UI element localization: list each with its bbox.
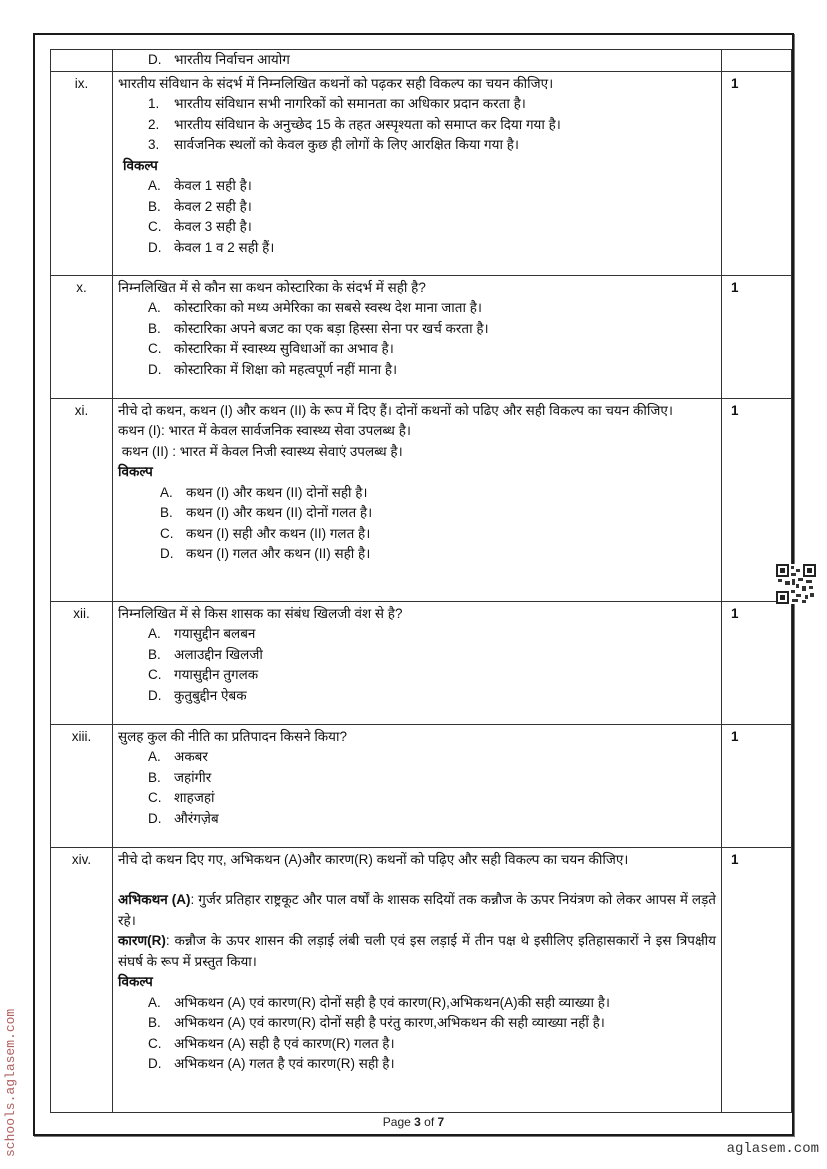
question-number: x. bbox=[51, 275, 113, 398]
option-a: A. कोस्टारिका को मध्य अमेरिका का सबसे स्वस्थ देश माना जाता है। bbox=[148, 300, 483, 315]
option-a: A. कथन (I) और कथन (II) दोनों सही है। bbox=[160, 484, 368, 500]
options-heading: विकल्प bbox=[123, 157, 158, 173]
marks: 1 bbox=[722, 724, 792, 847]
marks: 1 bbox=[722, 275, 792, 398]
statement-2: कथन (II) : भारत में केवल निजी स्वास्थ्य सेवाएं उपलब्ध है। bbox=[118, 443, 403, 459]
option-b: B. केवल 2 सही है। bbox=[148, 198, 252, 214]
statement-1: 1. भारतीय संविधान सभी नागरिकों को समानता का अधिकार प्रदान करता है। bbox=[148, 96, 526, 111]
option-c: C. गयासुद्दीन तुगलक bbox=[148, 667, 259, 682]
option-a: A. अकबर bbox=[148, 749, 208, 764]
option-d: D. भारतीय निर्वाचन आयोग bbox=[148, 52, 290, 67]
question-stem: नीचे दो कथन, कथन (I) और कथन (II) के रूप में दिए हैं। दोनों कथनों को पढिए और सही विकल्प का चयन कीजिए। bbox=[118, 402, 673, 418]
watermark-bottom: aglasem.com bbox=[726, 1141, 819, 1157]
option-c: C. अभिकथन (A) सही है एवं कारण(R) गलत है। bbox=[148, 1035, 395, 1051]
option-b: B. अभिकथन (A) एवं कारण(R) दोनों सही है परंतु कारण,अभिकथन की सही व्याख्या नहीं है। bbox=[148, 1015, 605, 1030]
question-number: xii. bbox=[51, 601, 113, 724]
question-stem: नीचे दो कथन दिए गए, अभिकथन (A)और कारण(R) कथनों को पढ़िए और सही विकल्प का चयन कीजिए। bbox=[118, 851, 629, 867]
assertion: अभिकथन (A): गुर्जर प्रतिहार राष्ट्रकूट और पाल वर्षों के शासक सदियों तक कन्नौज के ऊपर नियंत्रण को लेकर आपस में लड़ते रहे। bbox=[118, 892, 716, 928]
question-number: xiv. bbox=[51, 847, 113, 1112]
question-stem: भारतीय संविधान के संदर्भ में निम्नलिखित कथनों को पढ़कर सही विकल्प का चयन कीजिए। bbox=[118, 75, 554, 91]
question-row-xii bbox=[51, 601, 792, 724]
option-b: B. अलाउद्दीन खिलजी bbox=[148, 646, 263, 662]
reason: कारण(R): कन्नौज के ऊपर शासन की लड़ाई लंबी चली एवं इस लड़ाई में तीन पक्ष थे इसीलिए इतिहासकारों ने इस त्रिपक्षीय संघर्ष के रूप में प्रस्तुत किया। bbox=[118, 933, 716, 969]
question-row-xi bbox=[51, 398, 792, 601]
statement-3: 3. सार्वजनिक स्थलों को केवल कुछ ही लोगों के लिए आरक्षित किया गया है। bbox=[148, 137, 519, 152]
option-c: C. कोस्टारिका में स्वास्थ्य सुविधाओं का अभाव है। bbox=[148, 341, 394, 356]
marks: 1 bbox=[722, 71, 792, 275]
option-d: D. कोस्टारिका में शिक्षा को महत्वपूर्ण नहीं माना है। bbox=[148, 361, 398, 377]
question-row-xiv bbox=[51, 847, 792, 1112]
question-number: xi. bbox=[51, 398, 113, 601]
option-d: D. कथन (I) गलत और कथन (II) सही है। bbox=[160, 546, 371, 561]
marks: 1 bbox=[722, 847, 792, 1112]
options-heading: विकल्प bbox=[118, 974, 153, 989]
statement-1: कथन (I): भारत में केवल सार्वजनिक स्वास्थ्य सेवा उपलब्ध है। bbox=[118, 423, 411, 438]
question-number bbox=[51, 50, 113, 72]
option-c: C. शाहजहां bbox=[148, 790, 215, 805]
option-d: D. औरंगज़ेब bbox=[148, 810, 219, 826]
option-d: D. अभिकथन (A) गलत है एवं कारण(R) सही है। bbox=[148, 1056, 395, 1071]
marks: 1 bbox=[722, 398, 792, 601]
page-number: Page 3 of 7 bbox=[382, 1115, 445, 1129]
question-row-continuation bbox=[51, 50, 792, 72]
marks: 1 bbox=[722, 601, 792, 724]
assertion-label: अभिकथन (A) bbox=[118, 892, 191, 907]
question-stem: निम्नलिखित में से कौन सा कथन कोस्टारिका के संदर्भ में सही है? bbox=[118, 279, 426, 295]
question-row-xiii bbox=[51, 724, 792, 847]
option-c: C. कथन (I) सही और कथन (II) गलत है। bbox=[160, 525, 371, 541]
options-heading: विकल्प bbox=[118, 464, 153, 479]
watermark-left: schools.aglasem.com bbox=[3, 1008, 18, 1157]
marks bbox=[722, 50, 792, 72]
option-d: D. कुतुबुद्दीन ऐबक bbox=[148, 687, 247, 703]
question-table bbox=[50, 49, 792, 1113]
statement-2: 2. भारतीय संविधान के अनुच्छेद 15 के तहत अस्पृश्यता को समाप्त कर दिया गया है। bbox=[148, 116, 561, 132]
qr-code-icon bbox=[776, 564, 816, 604]
question-row-ix bbox=[51, 71, 792, 275]
option-b: B. जहांगीर bbox=[148, 769, 212, 785]
option-a: A. गयासुद्दीन बलबन bbox=[148, 626, 256, 641]
option-b: B. कथन (I) और कथन (II) दोनों गलत है। bbox=[160, 505, 373, 520]
reason-label: कारण(R) bbox=[118, 933, 166, 948]
question-row-x bbox=[51, 275, 792, 398]
question-stem: सुलह कुल की नीति का प्रतिपादन किसने किया? bbox=[118, 728, 348, 744]
option-c: C. केवल 3 सही है। bbox=[148, 219, 252, 234]
option-a: A. अभिकथन (A) एवं कारण(R) दोनों सही है एवं कारण(R),अभिकथन(A)की सही व्याख्या है। bbox=[148, 994, 611, 1010]
question-stem: निम्नलिखित में से किस शासक का संबंध खिलजी वंश से है? bbox=[118, 605, 403, 621]
question-number: xiii. bbox=[51, 724, 113, 847]
option-d: D. केवल 1 व 2 सही हैं। bbox=[148, 239, 275, 255]
option-b: B. कोस्टारिका अपने बजट का एक बड़ा हिस्सा सेना पर खर्च करता है। bbox=[148, 320, 489, 336]
question-number: ix. bbox=[51, 71, 113, 275]
option-a: A. केवल 1 सही है। bbox=[148, 178, 252, 193]
